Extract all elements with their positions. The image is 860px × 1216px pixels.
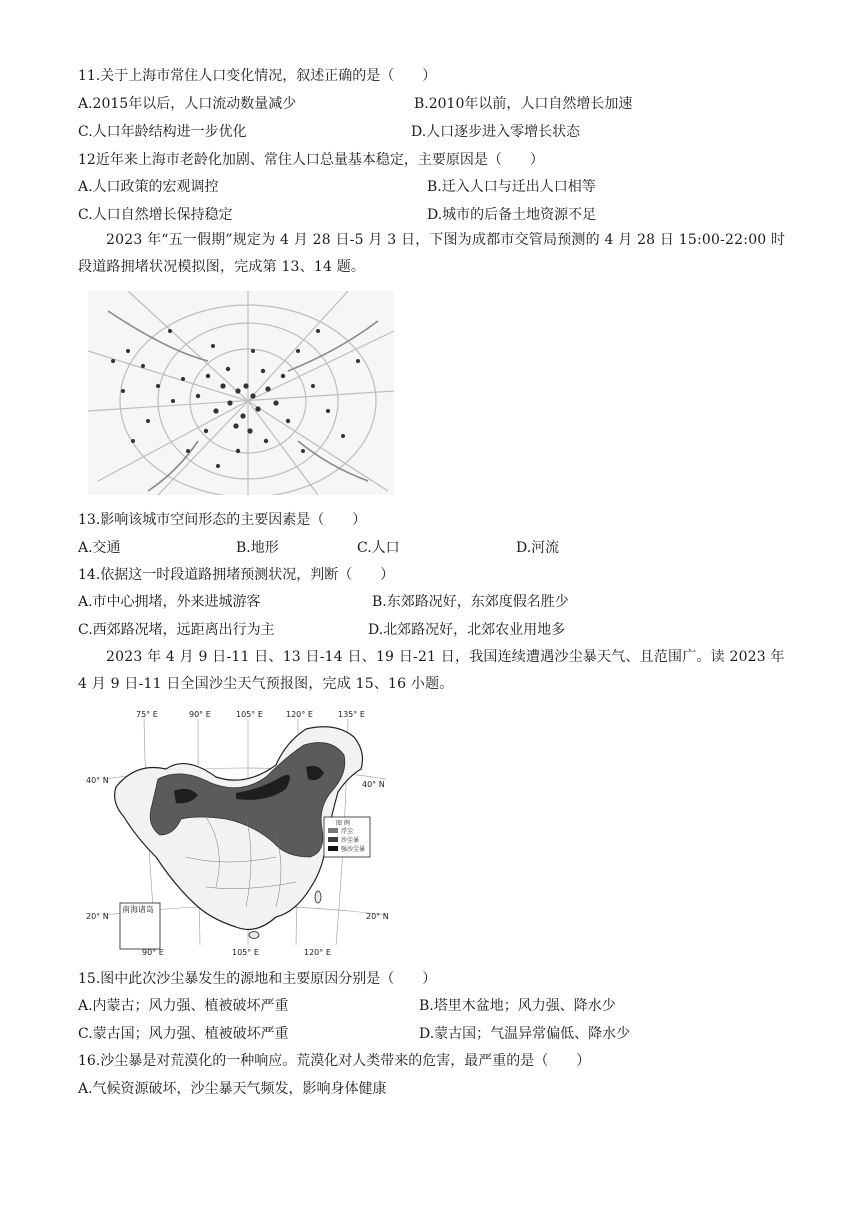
legend-title: 图 例 [336,820,350,827]
q13-stem: 13.影响该城市空间形态的主要因素是（ ） [78,512,367,528]
q12-stem: 12近年来上海市老龄化加剧、常住人口总量基本稳定，主要原因是（ ） [78,152,544,168]
lat-label-40-left: 40° N [86,776,109,785]
lat-label-20-left: 20° N [86,912,109,921]
q14-stem: 14.依据这一时段道路拥堵预测状况，判断（ ） [78,567,395,583]
lon-label-105: 105° E [236,710,263,719]
legend-swatch-dust-storm [328,837,338,842]
q14-option-d: D.北郊路况好，北郊农业用地多 [368,622,566,638]
q13-option-c: C.人口 [357,540,400,556]
lat-label-40-right: 40° N [362,780,385,789]
q16-option-a: A.气候资源破坏，沙尘暴天气频发，影响身体健康 [78,1081,387,1097]
lon-label-120: 120° E [286,710,313,719]
lon-bottom-105: 105° E [232,948,259,957]
lon-bottom-120: 120° E [304,948,331,957]
q11-option-a: A.2015年以后，人口流动数量减少 [78,96,297,112]
lon-label-75: 75° E [136,710,158,719]
q15-option-c: C.蒙古国；风力强、植被破坏严重 [78,1026,289,1042]
q15-option-a: A.内蒙古；风力强、植被破坏严重 [78,998,289,1014]
legend-label-strong-dust-storm: 强沙尘暴 [341,846,366,853]
q15-stem: 15.图中此次沙尘暴发生的源地和主要原因分别是（ ） [78,971,437,987]
q11-option-d: D.人口逐步进入零增长状态 [411,124,581,140]
lat-label-20-right: 20° N [366,912,389,921]
q12-option-a: A.人口政策的宏观调控 [78,179,219,195]
chengdu-traffic-map [88,291,394,495]
legend-label-floating-dust: 浮尘 [341,828,354,835]
legend-label-dust-storm: 沙尘暴 [341,837,360,844]
chengdu-traffic-map-graphic [88,291,394,495]
q11-option-b: B.2010年以前，人口自然增长加速 [414,96,633,112]
dust-storm-forecast-map [86,707,396,957]
q11-stem: 11.关于上海市常住人口变化情况，叙述正确的是（ ） [78,68,437,84]
q13-option-b: B.地形 [236,540,279,556]
q16-stem: 16.沙尘暴是对荒漠化的一种响应。荒漠化对人类带来的危害，最严重的是（ ） [78,1053,591,1069]
q14-option-c: C.西郊路况堵，远距离出行为主 [78,622,275,638]
q12-option-d: D.城市的后备土地资源不足 [427,207,597,223]
q12-option-c: C.人口自然增长保持稳定 [78,207,233,223]
legend-swatch-floating-dust [328,828,338,833]
q12-option-b: B.迁入人口与迁出人口相等 [427,179,596,195]
q13-option-d: D.河流 [516,540,560,556]
lon-label-135: 135° E [338,710,365,719]
q11-option-c: C.人口年龄结构进一步优化 [78,124,247,140]
q13-option-a: A.交通 [78,540,121,556]
lon-bottom-90: 90° E [142,948,164,957]
passage-dust-storm: 2023 年 4 月 9 日-11 日、13 日-14 日、19 日-21 日，我国连续遭遇沙尘暴天气、且范围广。读 2023 年 4 月 9 日-11 日全国沙尘天气预报图，完成 15、16 小题。 [78,649,785,692]
passage-chengdu: 2023 年“五一假期”规定为 4 月 28 日-5 月 3 日，下图为成都市交管局预测的 4 月 28 日 15:00-22:00 时段道路拥堵状况模拟图，完成第 13、14 题。 [78,232,786,275]
lon-label-90: 90° E [189,710,211,719]
legend-swatch-strong-dust-storm [328,846,338,851]
dust-storm-map-graphic [86,707,396,957]
inset-title: 南海诸岛 [122,905,154,914]
q15-option-b: B.塔里木盆地；风力强、降水少 [419,998,616,1014]
q14-option-a: A.市中心拥堵，外来进城游客 [78,594,261,610]
q14-option-b: B.东郊路况好，东郊度假名胜少 [372,594,569,610]
q15-option-d: D.蒙古国；气温异常偏低、降水少 [419,1026,631,1042]
